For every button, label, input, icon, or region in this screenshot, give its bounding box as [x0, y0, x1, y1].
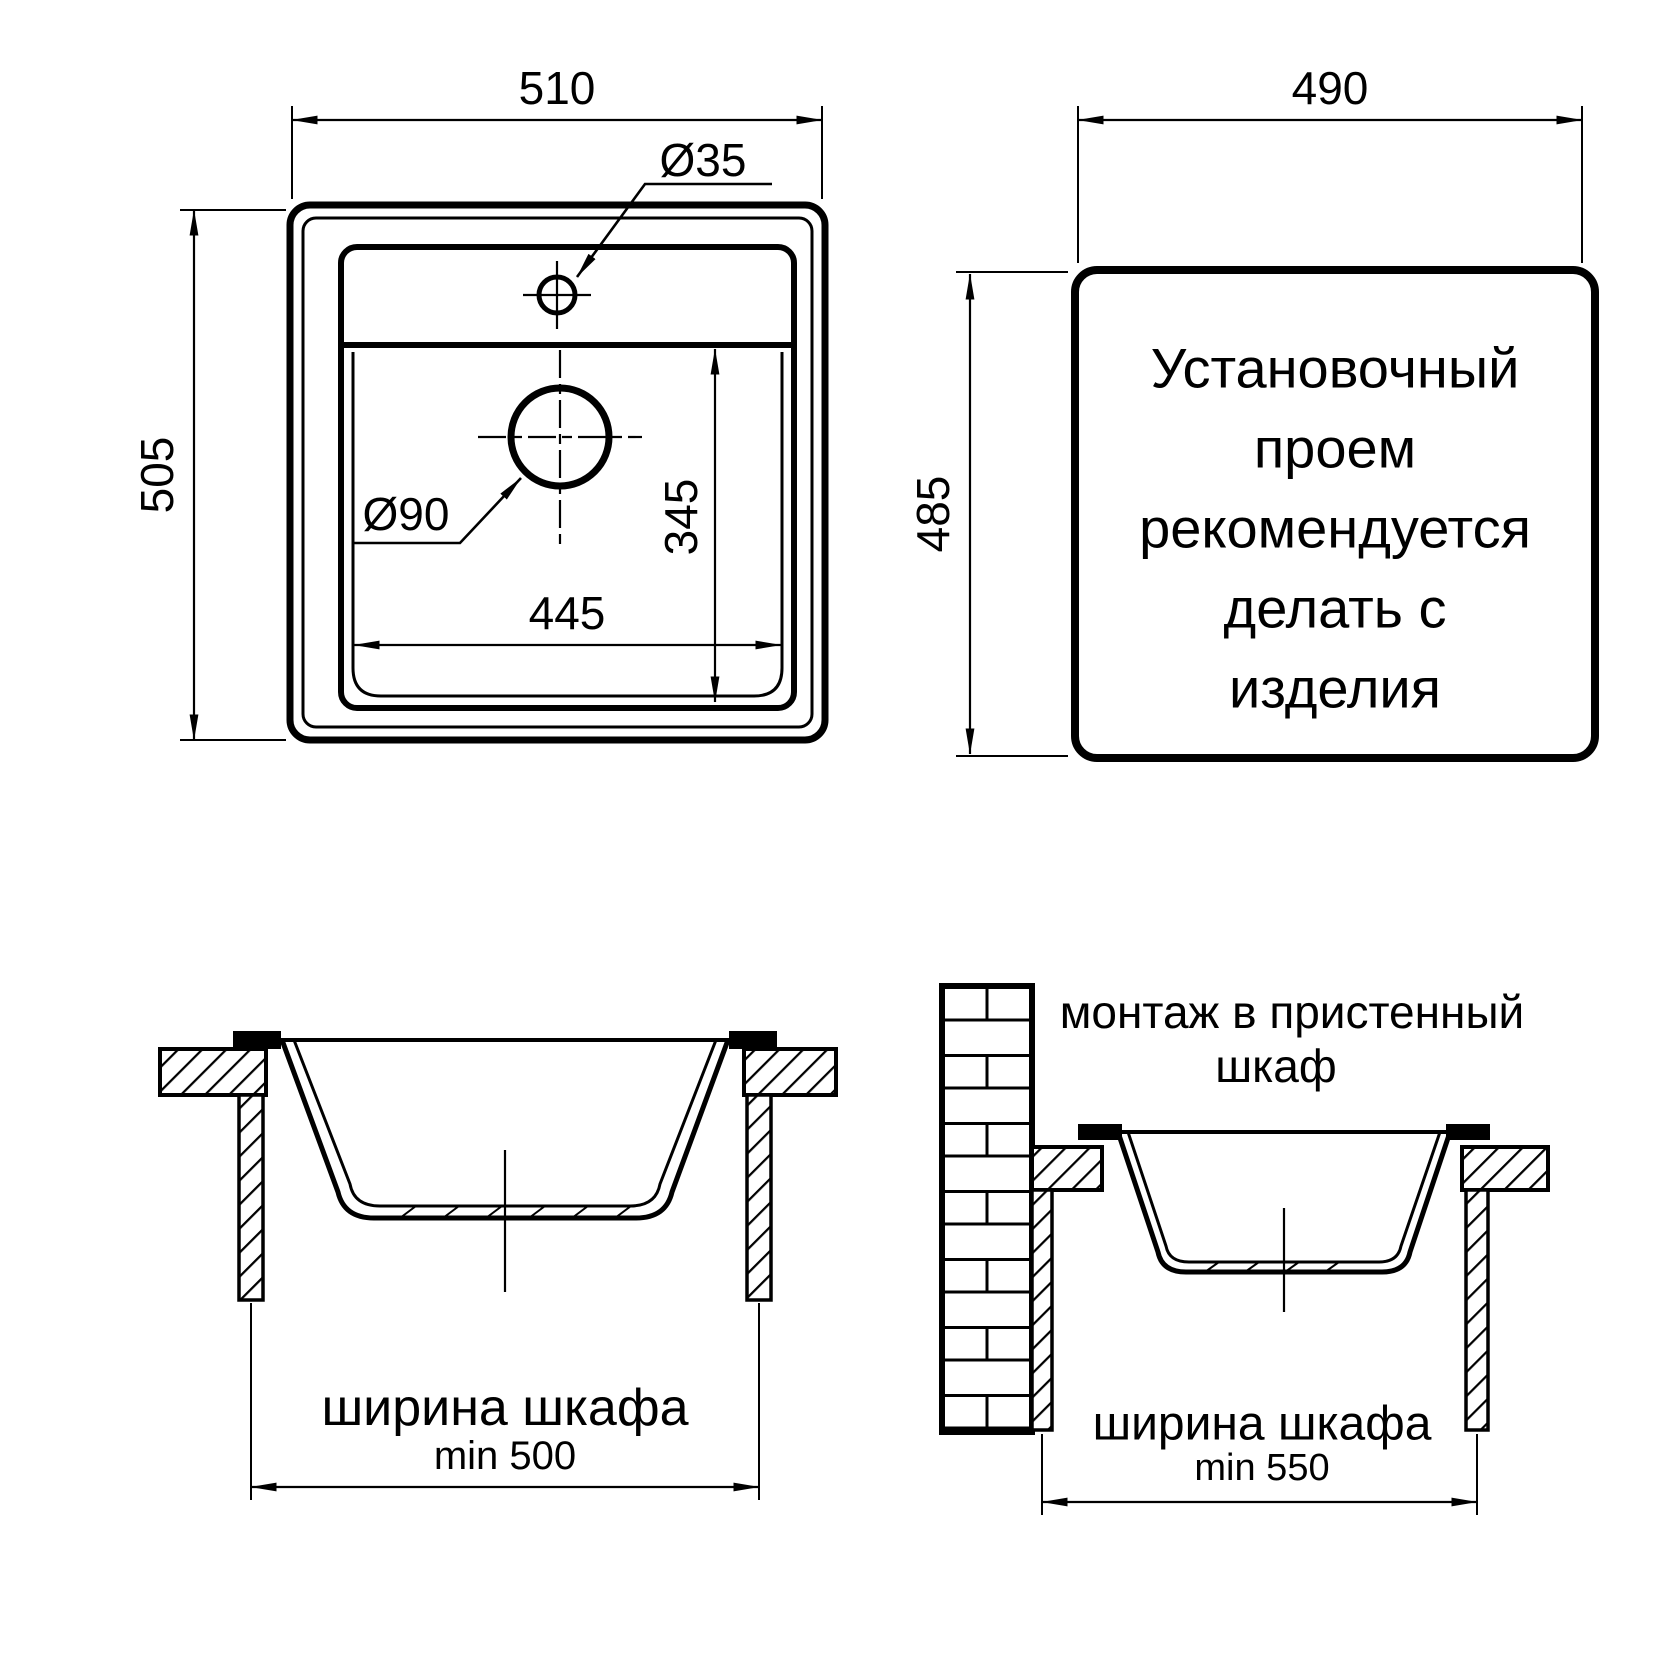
faucet-hole-leader [577, 184, 772, 277]
rim-edge-right-2 [1446, 1124, 1490, 1140]
faucet-hole-label: Ø35 [659, 134, 747, 186]
dim-445-label: 445 [528, 587, 606, 639]
cabinet-wall-right [747, 1095, 771, 1300]
rim-edge-right [729, 1031, 777, 1049]
dim-490-label: 490 [1291, 62, 1369, 114]
wall-countertop-left [1032, 1147, 1102, 1190]
dim-485-label: 485 [907, 475, 959, 553]
note-line-5: изделия [1229, 656, 1441, 720]
cabinet-wall-right-2 [1466, 1190, 1488, 1430]
dim-510-label: 510 [518, 62, 596, 114]
wall-support-strip [1032, 1190, 1052, 1430]
cabinet-width-label-2: ширина шкафа [1092, 1397, 1432, 1451]
wall-countertop-right [1462, 1147, 1548, 1190]
cabinet-width-label: ширина шкафа [321, 1379, 689, 1437]
section-view [160, 1031, 836, 1500]
note-line-4: делать с [1223, 576, 1447, 640]
cabinet-min-width-label-2: min 550 [1194, 1447, 1330, 1489]
countertop-right [744, 1049, 836, 1095]
wall-mount-title-line2: шкаф [1215, 1040, 1337, 1092]
dim-505-label: 505 [131, 436, 183, 514]
rim-edge-left [233, 1031, 281, 1049]
note-line-2: проем [1253, 416, 1417, 480]
cutout-note [1139, 337, 1531, 720]
note-line-3: рекомендуется [1139, 496, 1531, 560]
cabinet-min-width-label: min 500 [433, 1434, 577, 1478]
rim-edge-left-2 [1078, 1124, 1122, 1140]
dim-345-label: 345 [655, 478, 707, 556]
countertop-left [160, 1049, 266, 1095]
cabinet-wall-left [239, 1095, 263, 1300]
drain-hole-label: Ø90 [362, 488, 450, 540]
wall-mount-title-line1: монтаж в пристенный [1059, 986, 1525, 1038]
note-line-1: Установочный [1150, 336, 1520, 400]
top-view [131, 62, 825, 740]
cutout-view [907, 62, 1595, 758]
wall-mount-view [942, 986, 1548, 1515]
brick-wall [942, 986, 1032, 1432]
